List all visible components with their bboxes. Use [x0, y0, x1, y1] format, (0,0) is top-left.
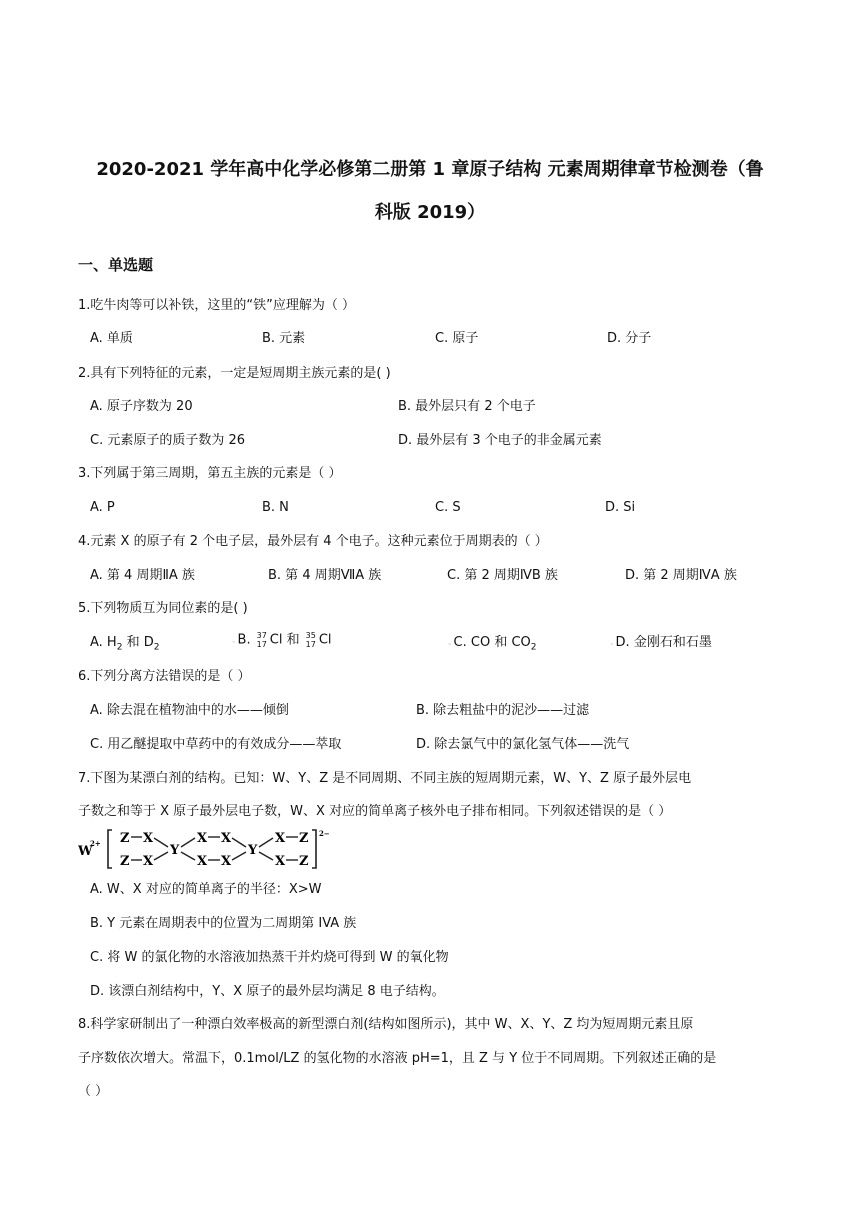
question-4-stem: 4.元素 X 的原子有 2 个电子层，最外层有 4 个电子。这种元素位于周期表的（ ）	[78, 534, 548, 549]
question-8-stem-line1: 8.科学家研制出了一种漂白效率极高的新型漂白剂(结构如图所示)，其中 W、X、Y、Z 均为短周期元素且原	[78, 1017, 694, 1032]
question-2-stem: 2.具有下列特征的元素，一定是短周期主族元素的是( )	[78, 366, 391, 381]
question-1-stem: 1.吃牛肉等可以补铁，这里的“铁”应理解为（ ）	[78, 298, 356, 313]
formula-atom-x: X	[197, 854, 208, 869]
formula-atom-x: X	[221, 854, 232, 869]
formula-atom-y: Y	[170, 843, 180, 858]
q3-option-d: D. Si	[605, 500, 636, 515]
q2-option-c: C. 元素原子的质子数为 26	[90, 433, 246, 448]
formula-atom-z: Z	[299, 831, 309, 846]
formula-atom-y: Y	[248, 843, 258, 858]
question-6-stem: 6.下列分离方法错误的是（ ）	[78, 669, 251, 684]
q2-option-a: A. 原子序数为 20	[90, 399, 193, 414]
q7-option-b: B. Y 元素在周期表中的位置为二周期第 IVA 族	[90, 916, 357, 931]
q5-option-d: ◦ D. 金刚石和石墨	[610, 635, 712, 650]
q4-option-a: A. 第 4 周期ⅡA 族	[90, 568, 195, 583]
question-8-stem-line2: 子序数依次增大。常温下，0.1mol/LZ 的氢化物的水溶液 pH=1，且 Z 与 Y 位于不同周期。下列叙述正确的是	[78, 1051, 717, 1066]
q2-option-b: B. 最外层只有 2 个电子	[398, 399, 536, 414]
formula-atom-x: X	[197, 831, 208, 846]
question-7-stem-line1: 7.下图为某漂白剂的结构。已知：W、Y、Z 是不同周期、不同主族的短周期元素，W、Y、Z 原子最外层电	[78, 771, 692, 786]
q6-option-a: A. 除去混在植物油中的水——倾倒	[90, 703, 289, 718]
question-7-stem-line2: 子数之和等于 X 原子最外层电子数，W、X 对应的简单离子核外电子排布相同。下列叙述错误的是（ ）	[78, 804, 672, 819]
q3-option-a: A. P	[90, 500, 115, 515]
question-5-stem: 5.下列物质互为同位素的是( )	[78, 601, 248, 616]
formula-cation: W	[78, 844, 93, 859]
q1-option-d: D. 分子	[607, 331, 652, 346]
q4-option-c: C. 第 2 周期ⅣB 族	[447, 568, 558, 583]
formula-atom-z: Z	[120, 854, 130, 869]
formula-atom-z: Z	[299, 854, 309, 869]
formula-cation-charge: 2+	[90, 839, 101, 848]
q1-option-a: A. 单质	[90, 331, 133, 346]
q6-option-c: C. 用乙醚提取中草药中的有效成分——萃取	[90, 737, 342, 752]
q3-option-b: B. N	[262, 500, 289, 515]
q7-option-c: C. 将 W 的氯化物的水溶液加热蒸干并灼烧可得到 W 的氧化物	[90, 950, 449, 965]
formula-anion-charge: 2−	[319, 829, 330, 838]
q4-option-b: B. 第 4 周期ⅦA 族	[268, 568, 382, 583]
q4-option-d: D. 第 2 周期ⅣA 族	[625, 568, 737, 583]
bleach-structure-formula	[78, 826, 378, 872]
q6-option-d: D. 除去氯气中的氯化氢气体——洗气	[416, 737, 630, 752]
q5-option-c: ◦ C. CO 和 $CO_2$	[448, 635, 537, 653]
document-title-line1: 2020-2021 学年高中化学必修第二册第 1 章原子结构 元素周期律章节检测卷（鲁	[96, 159, 764, 180]
q5-option-a: A. $H_2$ 和 $D_2$	[90, 635, 160, 653]
q7-option-d: D. 该漂白剂结构中，Y、X 原子的最外层均满足 8 电子结构。	[90, 984, 445, 999]
formula-atom-x: X	[221, 831, 232, 846]
section-heading: 一、单选题	[78, 256, 154, 274]
formula-atom-x: X	[275, 854, 286, 869]
q3-option-c: C. S	[435, 500, 461, 515]
q1-option-b: B. 元素	[262, 331, 306, 346]
q7-option-a: A. W、X 对应的简单离子的半径：X>W	[90, 882, 322, 897]
q5-option-b: ◦ B. 37 17 Cl 和 35 17 Cl	[232, 631, 332, 649]
q2-option-d: D. 最外层有 3 个电子的非金属元素	[398, 433, 602, 448]
formula-atom-z: Z	[120, 831, 130, 846]
formula-atom-x: X	[143, 831, 154, 846]
question-3-stem: 3.下列属于第三周期，第五主族的元素是（ ）	[78, 466, 342, 481]
document-title-line2: 科版 2019）	[374, 202, 486, 223]
question-8-stem-line3: （ ）	[78, 1084, 109, 1099]
formula-atom-x: X	[143, 854, 154, 869]
q6-option-b: B. 除去粗盐中的泥沙——过滤	[416, 703, 590, 718]
formula-atom-x: X	[275, 831, 286, 846]
q1-option-c: C. 原子	[435, 331, 479, 346]
